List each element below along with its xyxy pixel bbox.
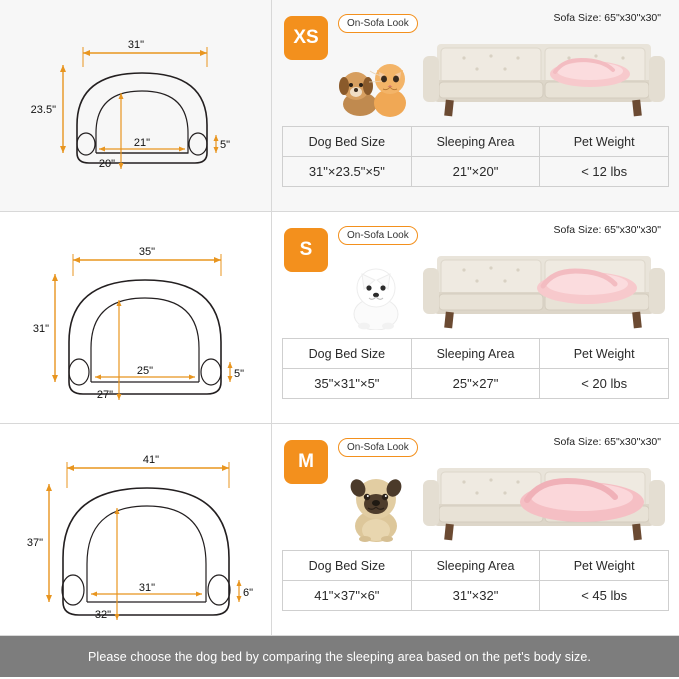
- dimension-diagram-xs: [0, 0, 272, 211]
- size-info-s: [272, 212, 679, 423]
- dim-width-s: 35": [138, 246, 155, 258]
- spec-table-s: [282, 338, 669, 399]
- value-dog-bed-size: 31"×23.5"×5": [283, 157, 412, 187]
- dim-bolster-m: 6": [242, 586, 253, 599]
- value-sleeping-area: 31"×32": [411, 581, 540, 611]
- sofa-size-label-xs: Sofa Size: 65"x30"x30": [553, 12, 661, 24]
- table-row: [283, 369, 669, 399]
- table-header-row: [283, 551, 669, 581]
- dim-inner-width-xs: 21": [133, 136, 150, 149]
- pet-illustration-white-pomeranian: [338, 258, 414, 330]
- size-info-xs: [272, 0, 679, 211]
- dim-width-m: 41": [142, 453, 159, 466]
- spec-table-xs: [282, 126, 669, 187]
- dim-width-xs: 31": [127, 38, 144, 51]
- value-dog-bed-size: 35"×31"×5": [283, 369, 412, 399]
- dim-depth-xs: 20": [98, 157, 115, 170]
- pet-illustration-pug: [338, 470, 414, 542]
- header-sleeping-area: Sleeping Area: [411, 127, 540, 157]
- table-header-row: [283, 339, 669, 369]
- dim-bolster-s: 5": [233, 368, 244, 380]
- scene-area-m: [282, 432, 669, 544]
- size-badge-m: M: [284, 440, 328, 484]
- footer-note: Please choose the dog bed by comparing the sleeping area based on the pet's body size.: [0, 636, 679, 677]
- header-pet-weight: Pet Weight: [540, 551, 669, 581]
- sofa-size-label-s: Sofa Size: 65"x30"x30": [553, 224, 661, 236]
- on-sofa-look-pill-m: On-Sofa Look: [338, 438, 418, 457]
- on-sofa-look-pill-s: On-Sofa Look: [338, 226, 418, 245]
- sofa-illustration-m: [419, 452, 669, 544]
- header-pet-weight: Pet Weight: [540, 127, 669, 157]
- sofa-illustration-xs: [419, 28, 669, 120]
- dim-depth-m: 32": [94, 608, 111, 620]
- diagram-svg-s: [11, 230, 261, 405]
- dim-inner-width-m: 31": [138, 581, 155, 594]
- table-header-row: [283, 127, 669, 157]
- value-pet-weight: < 12 lbs: [540, 157, 669, 187]
- dim-bolster-xs: 5": [219, 138, 230, 151]
- header-pet-weight: Pet Weight: [540, 339, 669, 369]
- value-sleeping-area: 21"×20": [411, 157, 540, 187]
- header-dog-bed-size: Dog Bed Size: [283, 551, 412, 581]
- dim-height-s: 31": [32, 323, 49, 335]
- diagram-svg-m: [11, 440, 261, 620]
- spec-table-m: [282, 550, 669, 611]
- header-dog-bed-size: Dog Bed Size: [283, 127, 412, 157]
- scene-area-xs: [282, 8, 669, 120]
- table-row: [283, 581, 669, 611]
- size-row-s: [0, 212, 679, 424]
- value-pet-weight: < 45 lbs: [540, 581, 669, 611]
- value-dog-bed-size: 41"×37"×6": [283, 581, 412, 611]
- dim-depth-s: 27": [96, 389, 113, 401]
- dim-height-m: 37": [26, 536, 43, 549]
- pet-illustration-puppy-and-kitten: [338, 46, 414, 118]
- sofa-illustration-s: [419, 240, 669, 332]
- dimension-diagram-m: [0, 424, 272, 635]
- size-badge-s: S: [284, 228, 328, 272]
- size-info-m: [272, 424, 679, 635]
- dimension-diagram-s: [0, 212, 272, 423]
- header-sleeping-area: Sleeping Area: [411, 551, 540, 581]
- size-badge-xs: XS: [284, 16, 328, 60]
- on-sofa-look-pill-xs: On-Sofa Look: [338, 14, 418, 33]
- scene-area-s: [282, 220, 669, 332]
- diagram-svg-xs: [11, 21, 261, 191]
- dim-height-xs: 23.5": [30, 103, 56, 116]
- header-dog-bed-size: Dog Bed Size: [283, 339, 412, 369]
- size-row-m: [0, 424, 679, 636]
- table-row: [283, 157, 669, 187]
- header-sleeping-area: Sleeping Area: [411, 339, 540, 369]
- value-pet-weight: < 20 lbs: [540, 369, 669, 399]
- size-row-xs: [0, 0, 679, 212]
- sofa-size-label-m: Sofa Size: 65"x30"x30": [553, 436, 661, 448]
- dim-inner-width-s: 25": [136, 365, 153, 377]
- value-sleeping-area: 25"×27": [411, 369, 540, 399]
